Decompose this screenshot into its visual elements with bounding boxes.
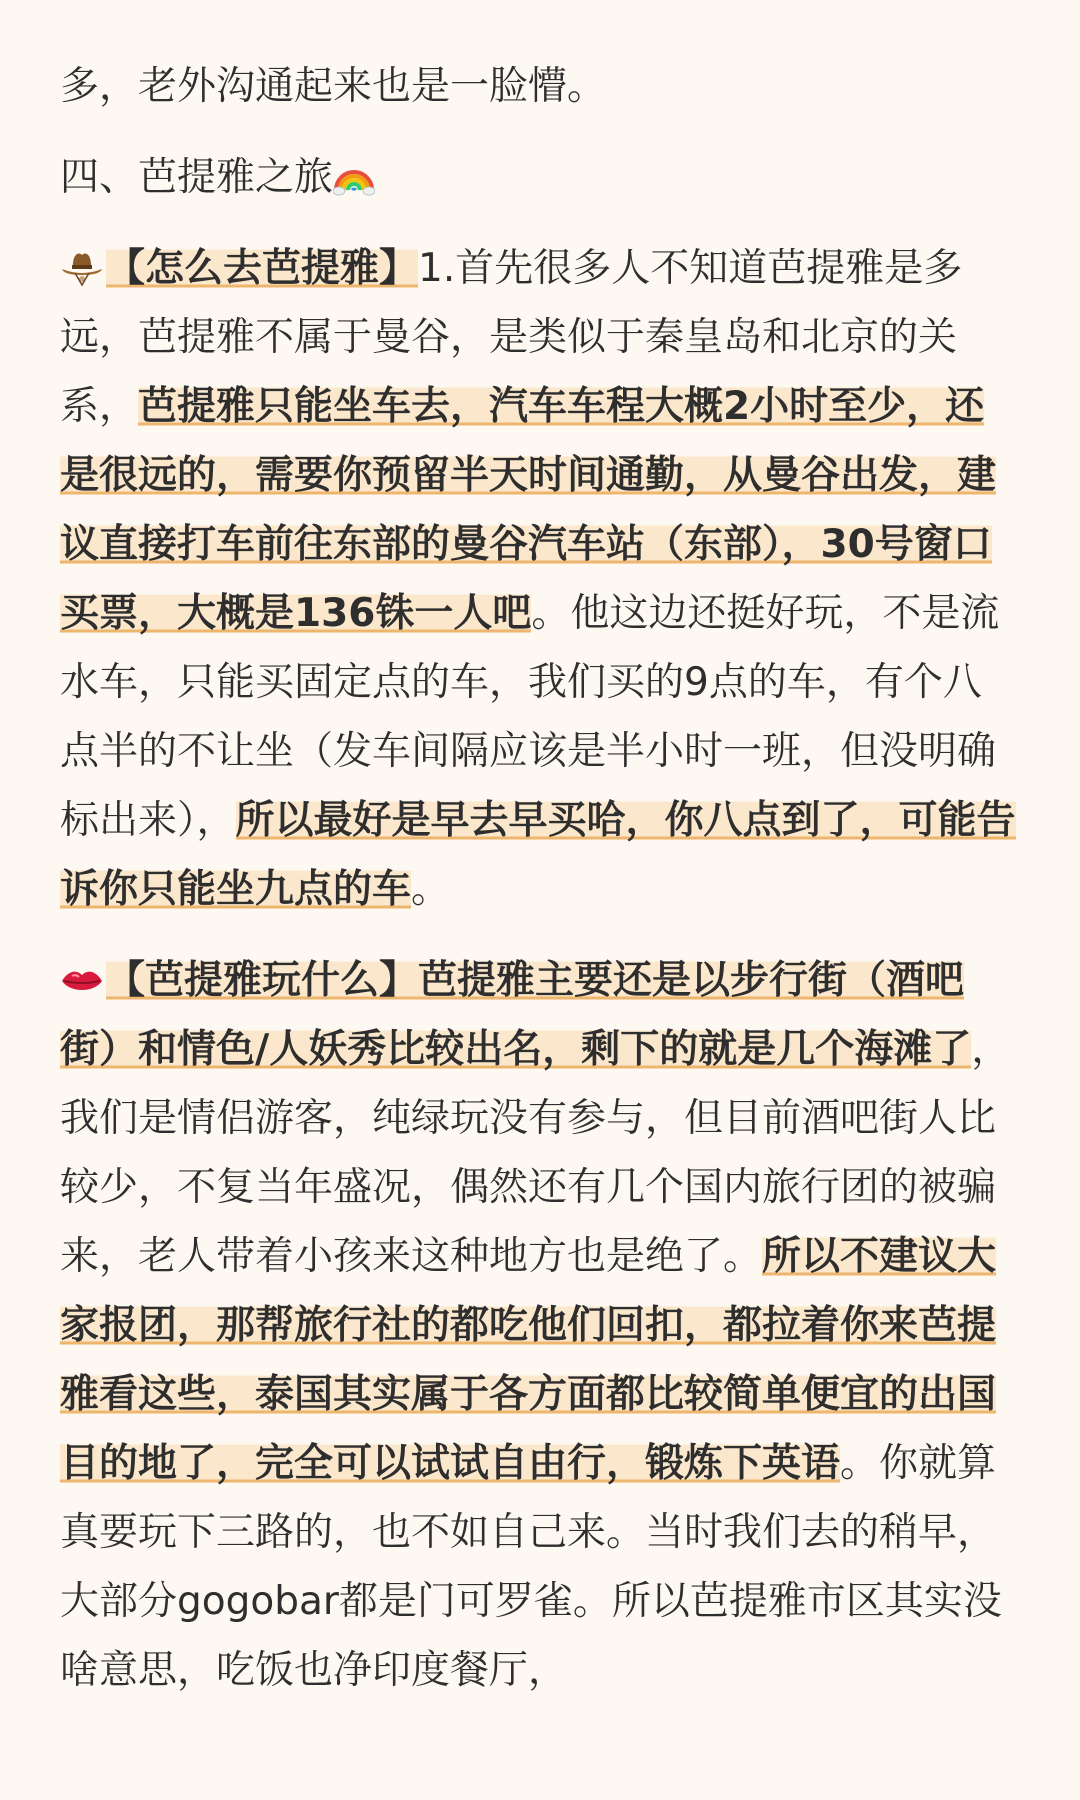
what-to-do-text-1: ，我们是情侣游客，纯绿玩没有参与，但目前酒吧街人比较少，不复当年盛况，偶然还有几个国内旅行团的被骗来，老人带着小孩来这种地方也是绝了。	[60, 1027, 1011, 1279]
how-to-go-text-3: 。	[411, 867, 451, 912]
lips-icon	[60, 963, 104, 999]
rainbow-icon	[333, 156, 375, 196]
how-to-go-text-2: 。他这边还挺好玩，不是流水车，只能买固定点的车，我们买的9点的车，有个八点半的不让坐（发车间隔应该是半小时一班，但没明确标出来），	[60, 591, 1000, 843]
what-to-do-paragraph	[60, 946, 1020, 1705]
intro-text: 多，老外沟通起来也是一脸懵。	[60, 64, 607, 109]
how-to-go-highlight-2: 所以最好是早去早买哈，你八点到了，可能告诉你只能坐九点的车	[60, 798, 1016, 912]
how-to-go-highlight-1: 芭提雅只能坐车去，汽车车程大概2小时至少，还是很远的，需要你预留半天时间通勤，从曼谷出发，建议直接打车前往东部的曼谷汽车站（东部），30号窗口买票，大概是136铢一人吧	[60, 384, 997, 636]
section-heading-text: 四、芭提雅之旅	[60, 155, 334, 200]
how-to-go-paragraph	[60, 234, 1020, 924]
section-heading	[60, 143, 1020, 212]
what-to-do-title: 【芭提雅玩什么】芭提雅主要还是以步行街（酒吧街）和情色/人妖秀比较出名，剩下的就是几个海滩了	[60, 958, 972, 1072]
intro-paragraph	[60, 52, 1020, 121]
what-to-do-text-2: 。你就算真要玩下三路的，也不如自己来。当时我们去的稍早，大部分gogobar都是门可罗雀。所以芭提雅市区其实没啥意思，吃饭也净印度餐厅，	[60, 1441, 1002, 1693]
how-to-go-title: 【怎么去芭提雅】	[106, 246, 419, 291]
what-to-do-highlight-1: 所以不建议大家报团，那帮旅行社的都吃他们回扣，都拉着你来芭提雅看这些，泰国其实属于各方面都比较简单便宜的出国目的地了，完全可以试试自由行，锻炼下英语	[60, 1234, 997, 1486]
cowboy-hat-icon	[60, 247, 104, 287]
how-to-go-text-1: 1.首先很多人不知道芭提雅是多远，芭提雅不属于曼谷，是类似于秦皇岛和北京的关系，	[60, 246, 963, 429]
